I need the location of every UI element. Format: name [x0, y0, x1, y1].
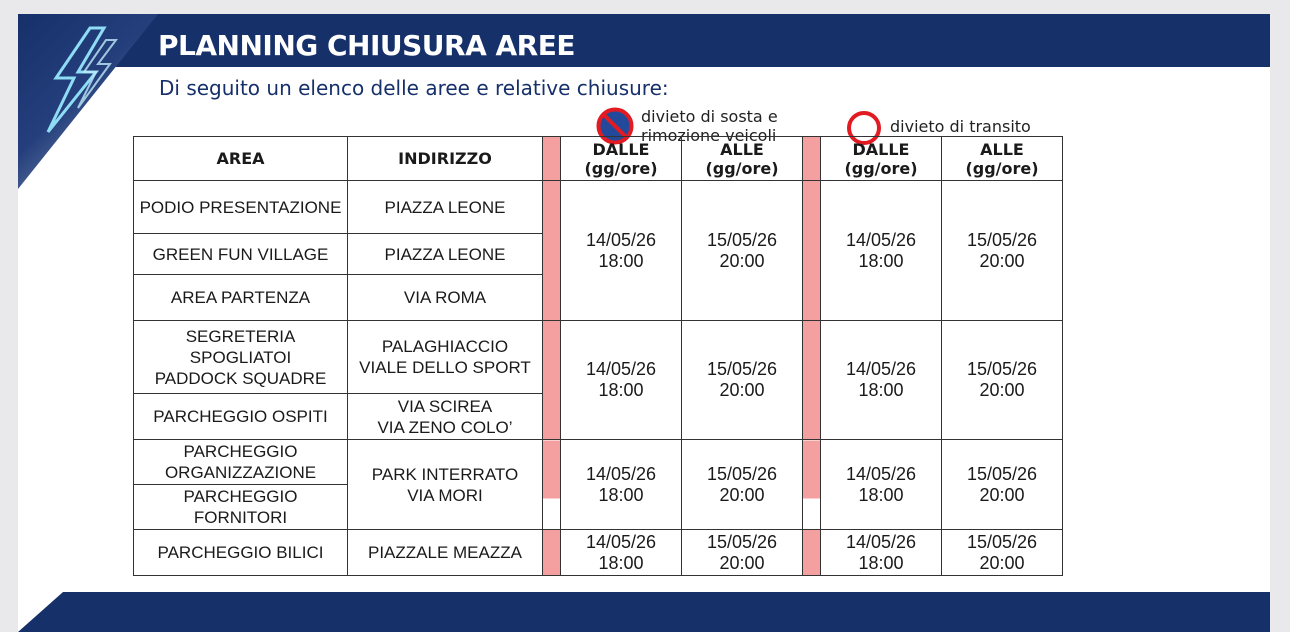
table-row — [134, 530, 1063, 576]
table-row — [134, 321, 1063, 394]
area-cell: PARCHEGGIO FORNITORI — [134, 485, 348, 530]
column-separator — [803, 181, 821, 321]
closures-table — [133, 136, 1063, 576]
table-header-row — [134, 137, 1063, 181]
column-separator — [543, 181, 561, 321]
column-separator — [803, 440, 821, 530]
from-transit-cell: 14/05/26 18:00 — [821, 530, 942, 576]
address-cell: PIAZZA LEONE — [348, 234, 543, 275]
from-parking-cell: 14/05/26 18:00 — [561, 530, 682, 576]
legend-no-parking-line1: divieto di sosta e — [641, 107, 778, 126]
address-cell: VIA ROMA — [348, 275, 543, 321]
header-from-transit: DALLE (gg/ore) — [821, 137, 942, 181]
area-cell: GREEN FUN VILLAGE — [134, 234, 348, 275]
column-separator — [543, 530, 561, 576]
header-from-parking: DALLE (gg/ore) — [561, 137, 682, 181]
area-cell: PARCHEGGIO ORGANIZZAZIONE — [134, 440, 348, 485]
from-parking-cell: 14/05/26 18:00 — [561, 321, 682, 440]
table-row — [134, 440, 1063, 485]
legend-no-transit-label: divieto di transito — [890, 117, 1031, 136]
address-cell: PARK INTERRATO VIA MORI — [348, 440, 543, 530]
to-transit-cell: 15/05/26 20:00 — [942, 440, 1063, 530]
address-cell: PIAZZALE MEAZZA — [348, 530, 543, 576]
header-area: AREA — [134, 137, 348, 181]
area-cell: PARCHEGGIO OSPITI — [134, 394, 348, 440]
header-to-transit: ALLE (gg/ore) — [942, 137, 1063, 181]
header-address: INDIRIZZO — [348, 137, 543, 181]
column-separator — [803, 321, 821, 440]
address-cell: PALAGHIACCIO VIALE DELLO SPORT — [348, 321, 543, 394]
address-cell: PIAZZA LEONE — [348, 181, 543, 234]
from-transit-cell: 14/05/26 18:00 — [821, 181, 942, 321]
from-transit-cell: 14/05/26 18:00 — [821, 440, 942, 530]
column-separator — [543, 137, 561, 181]
to-parking-cell: 15/05/26 20:00 — [682, 530, 803, 576]
to-transit-cell: 15/05/26 20:00 — [942, 321, 1063, 440]
to-parking-cell: 15/05/26 20:00 — [682, 181, 803, 321]
to-transit-cell: 15/05/26 20:00 — [942, 530, 1063, 576]
page-subtitle: Di seguito un elenco delle aree e relative chiusure: — [159, 76, 669, 100]
table-row — [134, 181, 1063, 234]
address-cell: VIA SCIREA VIA ZENO COLO’ — [348, 394, 543, 440]
area-cell: AREA PARTENZA — [134, 275, 348, 321]
column-separator — [803, 137, 821, 181]
footer-bar — [18, 592, 1270, 632]
page-title: PLANNING CHIUSURA AREE — [158, 29, 575, 62]
from-transit-cell: 14/05/26 18:00 — [821, 321, 942, 440]
area-cell: PARCHEGGIO BILICI — [134, 530, 348, 576]
from-parking-cell: 14/05/26 18:00 — [561, 440, 682, 530]
legend-no-parking-line2: rimozione veicoli — [641, 126, 777, 145]
column-separator — [543, 440, 561, 530]
header-to-parking: ALLE (gg/ore) — [682, 137, 803, 181]
column-separator — [803, 530, 821, 576]
from-parking-cell: 14/05/26 18:00 — [561, 181, 682, 321]
to-parking-cell: 15/05/26 20:00 — [682, 440, 803, 530]
lightning-bolt-icon — [38, 26, 118, 136]
to-parking-cell: 15/05/26 20:00 — [682, 321, 803, 440]
area-cell: PODIO PRESENTAZIONE — [134, 181, 348, 234]
area-cell: SEGRETERIA SPOGLIATOI PADDOCK SQUADRE — [134, 321, 348, 394]
to-transit-cell: 15/05/26 20:00 — [942, 181, 1063, 321]
column-separator — [543, 321, 561, 440]
